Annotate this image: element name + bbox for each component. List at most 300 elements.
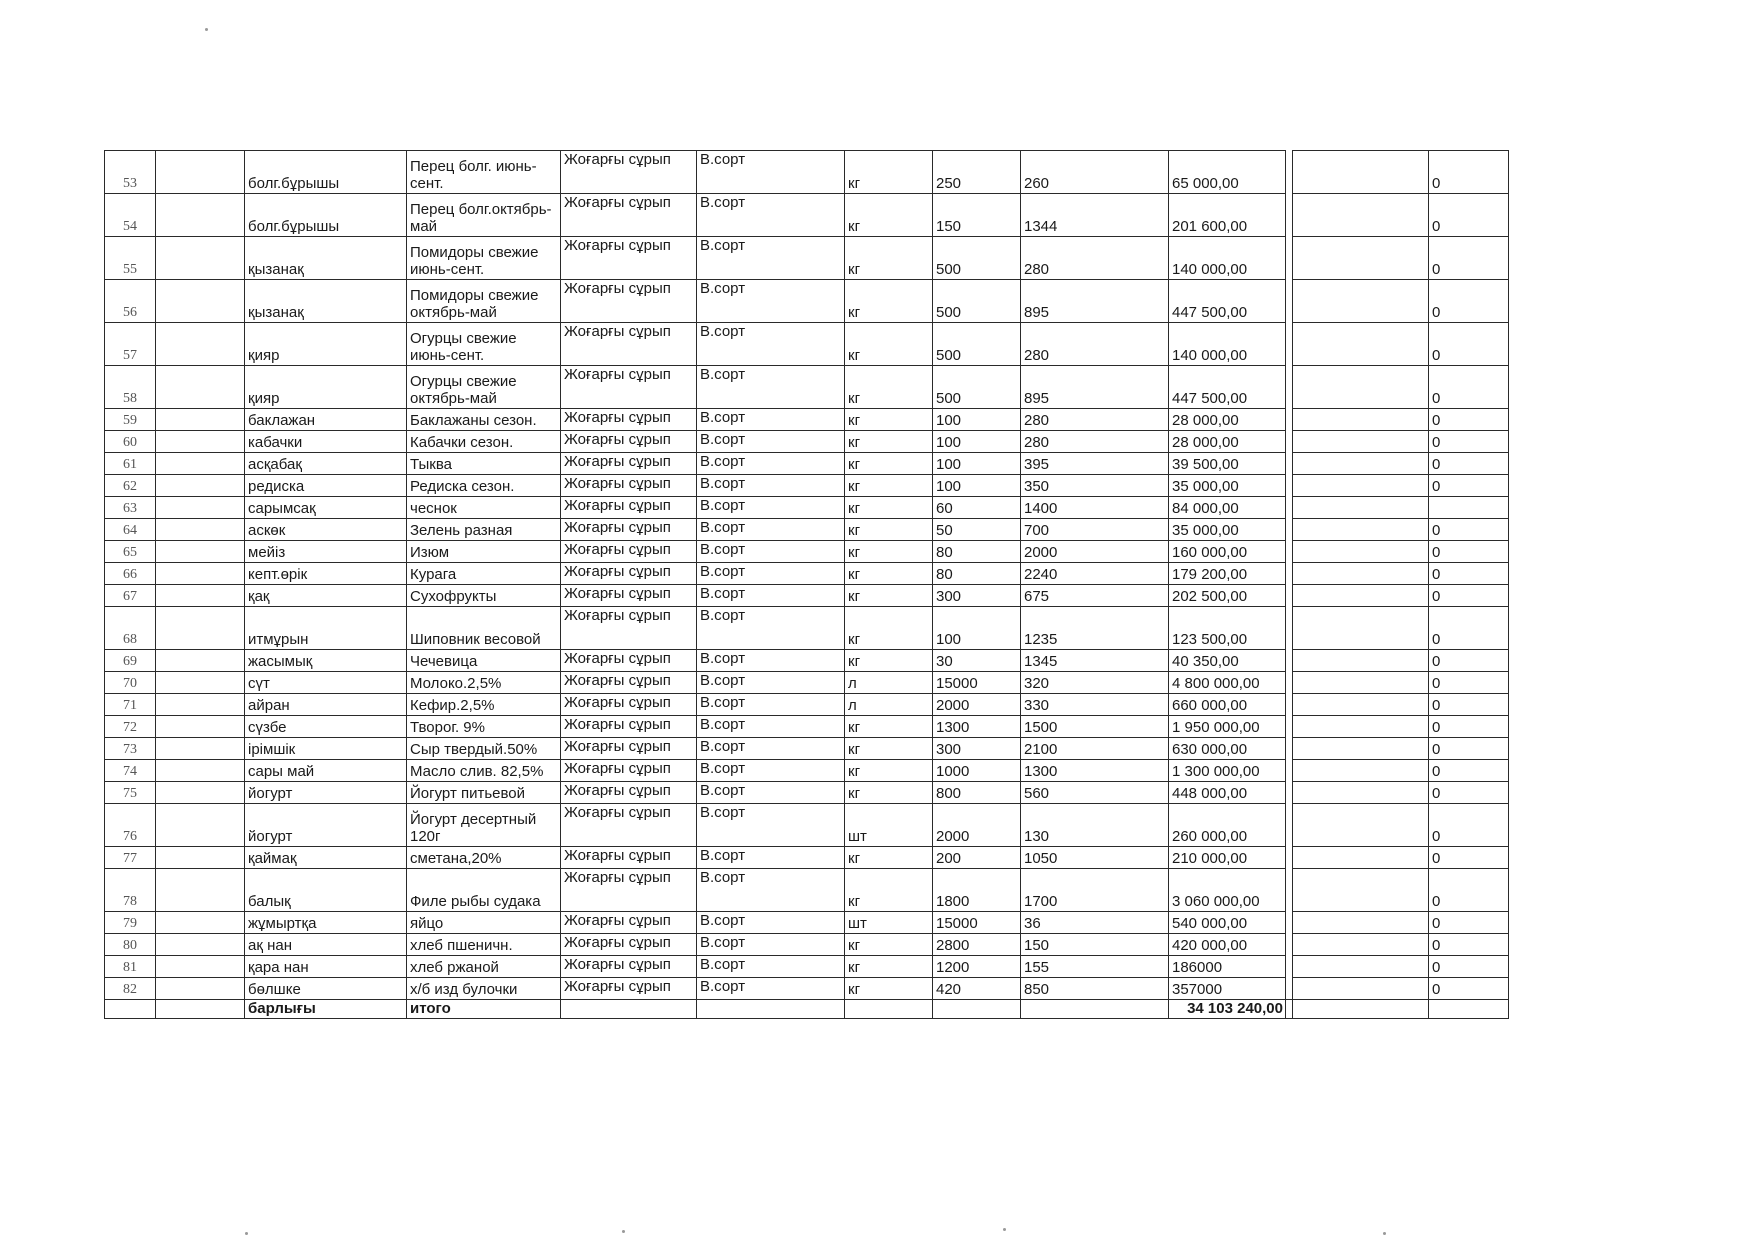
total-label-kz: барлығы xyxy=(245,1000,407,1019)
name-kz: бөлшке xyxy=(245,978,407,1000)
grade-kz: Жоғарғы сұрып xyxy=(561,607,697,650)
grade-kz: Жоғарғы сұрып xyxy=(561,672,697,694)
last-value: 0 xyxy=(1429,409,1509,431)
scan-speck xyxy=(1383,1232,1386,1235)
grade-kz: Жоғарғы сұрып xyxy=(561,194,697,237)
price: 350 xyxy=(1021,475,1169,497)
grade-ru: В.сорт xyxy=(697,453,845,475)
blank-cell xyxy=(156,541,245,563)
name-ru: сметана,20% xyxy=(407,847,561,869)
sum: 540 000,00 xyxy=(1169,912,1286,934)
name-ru: Огурцы свежие июнь-сент. xyxy=(407,323,561,366)
gap-cell xyxy=(1286,431,1293,453)
unit: кг xyxy=(845,431,933,453)
gap-cell xyxy=(1286,650,1293,672)
price: 1344 xyxy=(1021,194,1169,237)
grade-ru: В.сорт xyxy=(697,237,845,280)
blank-cell xyxy=(156,563,245,585)
table-row xyxy=(105,760,1509,782)
grade-kz: Жоғарғы сұрып xyxy=(561,804,697,847)
grade-ru: В.сорт xyxy=(697,366,845,409)
last-value: 0 xyxy=(1429,431,1509,453)
total-gap-cell xyxy=(1286,1000,1293,1019)
table-row xyxy=(105,607,1509,650)
name-ru: Курага xyxy=(407,563,561,585)
table-row xyxy=(105,738,1509,760)
empty-cell xyxy=(1293,194,1429,237)
price: 1235 xyxy=(1021,607,1169,650)
empty-cell xyxy=(1293,782,1429,804)
name-kz: балық xyxy=(245,869,407,912)
gap-cell xyxy=(1286,672,1293,694)
unit: кг xyxy=(845,585,933,607)
quantity: 500 xyxy=(933,280,1021,323)
sum: 40 350,00 xyxy=(1169,650,1286,672)
gap-cell xyxy=(1286,323,1293,366)
sum: 39 500,00 xyxy=(1169,453,1286,475)
empty-cell xyxy=(1293,650,1429,672)
quantity: 420 xyxy=(933,978,1021,1000)
quantity: 300 xyxy=(933,738,1021,760)
sum: 140 000,00 xyxy=(1169,237,1286,280)
empty-cell xyxy=(1293,151,1429,194)
empty-cell xyxy=(1293,869,1429,912)
grade-kz: Жоғарғы сұрып xyxy=(561,323,697,366)
price: 280 xyxy=(1021,323,1169,366)
last-value: 0 xyxy=(1429,237,1509,280)
unit: кг xyxy=(845,782,933,804)
grade-kz: Жоғарғы сұрып xyxy=(561,475,697,497)
grade-ru: В.сорт xyxy=(697,541,845,563)
row-number: 75 xyxy=(105,782,156,804)
last-value: 0 xyxy=(1429,912,1509,934)
blank-cell xyxy=(156,869,245,912)
name-ru: Сыр твердый.50% xyxy=(407,738,561,760)
row-number: 70 xyxy=(105,672,156,694)
name-ru: Перец болг.октябрь-май xyxy=(407,194,561,237)
blank-cell xyxy=(156,237,245,280)
quantity: 15000 xyxy=(933,672,1021,694)
name-kz: кабачки xyxy=(245,431,407,453)
sum: 140 000,00 xyxy=(1169,323,1286,366)
blank-cell xyxy=(156,912,245,934)
row-number: 82 xyxy=(105,978,156,1000)
row-number: 66 xyxy=(105,563,156,585)
name-ru: Чечевица xyxy=(407,650,561,672)
name-kz: қызанақ xyxy=(245,237,407,280)
sum: 123 500,00 xyxy=(1169,607,1286,650)
grade-ru: В.сорт xyxy=(697,672,845,694)
row-number: 58 xyxy=(105,366,156,409)
name-kz: мейіз xyxy=(245,541,407,563)
row-number: 74 xyxy=(105,760,156,782)
grade-ru: В.сорт xyxy=(697,738,845,760)
grade-kz: Жоғарғы сұрып xyxy=(561,650,697,672)
grade-ru: В.сорт xyxy=(697,280,845,323)
unit: кг xyxy=(845,519,933,541)
name-kz: асқабақ xyxy=(245,453,407,475)
last-value: 0 xyxy=(1429,151,1509,194)
name-ru: Тыква xyxy=(407,453,561,475)
quantity: 500 xyxy=(933,237,1021,280)
table-row xyxy=(105,585,1509,607)
total-num-cell xyxy=(105,1000,156,1019)
table-row xyxy=(105,956,1509,978)
gap-cell xyxy=(1286,497,1293,519)
name-kz: йогурт xyxy=(245,782,407,804)
scan-speck xyxy=(205,28,208,31)
blank-cell xyxy=(156,194,245,237)
sum: 660 000,00 xyxy=(1169,694,1286,716)
unit: кг xyxy=(845,956,933,978)
grade-kz: Жоғарғы сұрып xyxy=(561,237,697,280)
sum: 202 500,00 xyxy=(1169,585,1286,607)
price: 280 xyxy=(1021,409,1169,431)
table-row xyxy=(105,978,1509,1000)
table-row xyxy=(105,323,1509,366)
row-number: 57 xyxy=(105,323,156,366)
grade-ru: В.сорт xyxy=(697,694,845,716)
empty-cell xyxy=(1293,956,1429,978)
name-ru: Помидоры свежие июнь-сент. xyxy=(407,237,561,280)
sum: 201 600,00 xyxy=(1169,194,1286,237)
grade-kz: Жоғарғы сұрып xyxy=(561,782,697,804)
name-ru: Изюм xyxy=(407,541,561,563)
unit: кг xyxy=(845,323,933,366)
name-kz: болг.бұрышы xyxy=(245,151,407,194)
row-number: 56 xyxy=(105,280,156,323)
row-number: 64 xyxy=(105,519,156,541)
empty-cell xyxy=(1293,323,1429,366)
grade-ru: В.сорт xyxy=(697,475,845,497)
blank-cell xyxy=(156,760,245,782)
price: 280 xyxy=(1021,237,1169,280)
blank-cell xyxy=(156,431,245,453)
quantity: 15000 xyxy=(933,912,1021,934)
table-row xyxy=(105,912,1509,934)
quantity: 2000 xyxy=(933,804,1021,847)
total-last-cell xyxy=(1429,1000,1509,1019)
grade-kz: Жоғарғы сұрып xyxy=(561,912,697,934)
sum: 3 060 000,00 xyxy=(1169,869,1286,912)
last-value: 0 xyxy=(1429,194,1509,237)
total-label-ru: итого xyxy=(407,1000,561,1019)
name-ru: Помидоры свежие октябрь-май xyxy=(407,280,561,323)
gap-cell xyxy=(1286,453,1293,475)
blank-cell xyxy=(156,366,245,409)
empty-cell xyxy=(1293,541,1429,563)
name-ru: хлеб ржаной xyxy=(407,956,561,978)
name-kz: сүт xyxy=(245,672,407,694)
sum: 447 500,00 xyxy=(1169,280,1286,323)
table-row xyxy=(105,194,1509,237)
table-row xyxy=(105,497,1509,519)
unit: кг xyxy=(845,409,933,431)
grade-kz: Жоғарғы сұрып xyxy=(561,541,697,563)
table-row xyxy=(105,694,1509,716)
gap-cell xyxy=(1286,847,1293,869)
unit: кг xyxy=(845,716,933,738)
blank-cell xyxy=(156,672,245,694)
price: 155 xyxy=(1021,956,1169,978)
name-kz: йогурт xyxy=(245,804,407,847)
gap-cell xyxy=(1286,607,1293,650)
grade-ru: В.сорт xyxy=(697,497,845,519)
price: 130 xyxy=(1021,804,1169,847)
gap-cell xyxy=(1286,978,1293,1000)
last-value: 0 xyxy=(1429,738,1509,760)
sum: 4 800 000,00 xyxy=(1169,672,1286,694)
sum: 357000 xyxy=(1169,978,1286,1000)
empty-cell xyxy=(1293,237,1429,280)
empty-cell xyxy=(1293,519,1429,541)
last-value: 0 xyxy=(1429,519,1509,541)
row-number: 54 xyxy=(105,194,156,237)
table-row xyxy=(105,650,1509,672)
table-row xyxy=(105,151,1509,194)
name-kz: сарымсақ xyxy=(245,497,407,519)
last-value: 0 xyxy=(1429,323,1509,366)
grade-ru: В.сорт xyxy=(697,847,845,869)
blank-cell xyxy=(156,585,245,607)
price: 2100 xyxy=(1021,738,1169,760)
name-ru: хлеб пшеничн. xyxy=(407,934,561,956)
name-ru: Кефир.2,5% xyxy=(407,694,561,716)
blank-cell xyxy=(156,782,245,804)
sum: 210 000,00 xyxy=(1169,847,1286,869)
grade-kz: Жоғарғы сұрып xyxy=(561,694,697,716)
row-number: 77 xyxy=(105,847,156,869)
row-number: 71 xyxy=(105,694,156,716)
last-value: 0 xyxy=(1429,607,1509,650)
name-kz: редиска xyxy=(245,475,407,497)
table-row xyxy=(105,453,1509,475)
quantity: 250 xyxy=(933,151,1021,194)
table-row xyxy=(105,237,1509,280)
blank-cell xyxy=(156,280,245,323)
grade-kz: Жоғарғы сұрып xyxy=(561,280,697,323)
grade-kz: Жоғарғы сұрып xyxy=(561,151,697,194)
grade-kz: Жоғарғы сұрып xyxy=(561,978,697,1000)
name-kz: болг.бұрышы xyxy=(245,194,407,237)
gap-cell xyxy=(1286,869,1293,912)
quantity: 300 xyxy=(933,585,1021,607)
blank-cell xyxy=(156,323,245,366)
unit: кг xyxy=(845,978,933,1000)
row-number: 68 xyxy=(105,607,156,650)
unit: л xyxy=(845,694,933,716)
grade-kz: Жоғарғы сұрып xyxy=(561,760,697,782)
empty-cell xyxy=(1293,716,1429,738)
name-kz: итмұрын xyxy=(245,607,407,650)
total-grade-ru-cell xyxy=(697,1000,845,1019)
grade-ru: В.сорт xyxy=(697,519,845,541)
gap-cell xyxy=(1286,409,1293,431)
unit: кг xyxy=(845,541,933,563)
row-number: 79 xyxy=(105,912,156,934)
empty-cell xyxy=(1293,694,1429,716)
name-ru: Огурцы свежие октябрь-май xyxy=(407,366,561,409)
quantity: 500 xyxy=(933,366,1021,409)
scan-speck xyxy=(245,1232,248,1235)
unit: кг xyxy=(845,497,933,519)
quantity: 2800 xyxy=(933,934,1021,956)
price: 395 xyxy=(1021,453,1169,475)
empty-cell xyxy=(1293,912,1429,934)
grade-ru: В.сорт xyxy=(697,151,845,194)
blank-cell xyxy=(156,956,245,978)
table-row xyxy=(105,804,1509,847)
row-number: 63 xyxy=(105,497,156,519)
name-kz: ақ нан xyxy=(245,934,407,956)
quantity: 100 xyxy=(933,409,1021,431)
unit: кг xyxy=(845,738,933,760)
price: 700 xyxy=(1021,519,1169,541)
name-kz: сүзбе xyxy=(245,716,407,738)
last-value: 0 xyxy=(1429,694,1509,716)
gap-cell xyxy=(1286,194,1293,237)
blank-cell xyxy=(156,694,245,716)
last-value: 0 xyxy=(1429,541,1509,563)
empty-cell xyxy=(1293,280,1429,323)
last-value: 0 xyxy=(1429,366,1509,409)
quantity: 200 xyxy=(933,847,1021,869)
grade-kz: Жоғарғы сұрып xyxy=(561,934,697,956)
grade-ru: В.сорт xyxy=(697,323,845,366)
name-kz: аскөк xyxy=(245,519,407,541)
name-kz: қияр xyxy=(245,323,407,366)
table-row xyxy=(105,431,1509,453)
last-value: 0 xyxy=(1429,475,1509,497)
gap-cell xyxy=(1286,541,1293,563)
quantity: 1800 xyxy=(933,869,1021,912)
name-ru: Перец болг. июнь-сент. xyxy=(407,151,561,194)
name-ru: х/б изд булочки xyxy=(407,978,561,1000)
quantity: 150 xyxy=(933,194,1021,237)
unit: кг xyxy=(845,280,933,323)
total-price-cell xyxy=(1021,1000,1169,1019)
last-value xyxy=(1429,497,1509,519)
grade-kz: Жоғарғы сұрып xyxy=(561,453,697,475)
quantity: 100 xyxy=(933,453,1021,475)
unit: кг xyxy=(845,475,933,497)
gap-cell xyxy=(1286,804,1293,847)
name-kz: ірімшік xyxy=(245,738,407,760)
price: 1345 xyxy=(1021,650,1169,672)
quantity: 80 xyxy=(933,541,1021,563)
name-kz: сары май xyxy=(245,760,407,782)
gap-cell xyxy=(1286,912,1293,934)
blank-cell xyxy=(156,804,245,847)
table-row xyxy=(105,409,1509,431)
scan-speck xyxy=(1003,1228,1006,1231)
unit: кг xyxy=(845,934,933,956)
name-ru: Филе рыбы судака xyxy=(407,869,561,912)
row-number: 67 xyxy=(105,585,156,607)
price: 895 xyxy=(1021,366,1169,409)
grade-kz: Жоғарғы сұрып xyxy=(561,563,697,585)
grade-ru: В.сорт xyxy=(697,585,845,607)
total-grade-kz-cell xyxy=(561,1000,697,1019)
row-number: 55 xyxy=(105,237,156,280)
sum: 179 200,00 xyxy=(1169,563,1286,585)
unit: кг xyxy=(845,607,933,650)
last-value: 0 xyxy=(1429,716,1509,738)
gap-cell xyxy=(1286,280,1293,323)
table-row xyxy=(105,869,1509,912)
quantity: 1300 xyxy=(933,716,1021,738)
unit: кг xyxy=(845,847,933,869)
price: 330 xyxy=(1021,694,1169,716)
price: 675 xyxy=(1021,585,1169,607)
last-value: 0 xyxy=(1429,760,1509,782)
unit: кг xyxy=(845,869,933,912)
row-number: 53 xyxy=(105,151,156,194)
row-number: 62 xyxy=(105,475,156,497)
name-kz: баклажан xyxy=(245,409,407,431)
price: 150 xyxy=(1021,934,1169,956)
name-ru: яйцо xyxy=(407,912,561,934)
row-number: 61 xyxy=(105,453,156,475)
name-ru: чеснок xyxy=(407,497,561,519)
quantity: 1200 xyxy=(933,956,1021,978)
name-kz: қияр xyxy=(245,366,407,409)
grade-ru: В.сорт xyxy=(697,760,845,782)
grade-ru: В.сорт xyxy=(697,782,845,804)
unit: кг xyxy=(845,563,933,585)
empty-cell xyxy=(1293,607,1429,650)
price: 280 xyxy=(1021,431,1169,453)
blank-cell xyxy=(156,650,245,672)
row-number: 72 xyxy=(105,716,156,738)
name-ru: Йогурт десертный 120г xyxy=(407,804,561,847)
empty-cell xyxy=(1293,409,1429,431)
sum: 1 950 000,00 xyxy=(1169,716,1286,738)
gap-cell xyxy=(1286,563,1293,585)
name-ru: Молоко.2,5% xyxy=(407,672,561,694)
blank-cell xyxy=(156,716,245,738)
price: 895 xyxy=(1021,280,1169,323)
quantity: 80 xyxy=(933,563,1021,585)
price: 1500 xyxy=(1021,716,1169,738)
total-blank-cell xyxy=(156,1000,245,1019)
gap-cell xyxy=(1286,694,1293,716)
table-row xyxy=(105,541,1509,563)
price: 2240 xyxy=(1021,563,1169,585)
row-number: 73 xyxy=(105,738,156,760)
empty-cell xyxy=(1293,978,1429,1000)
price: 1300 xyxy=(1021,760,1169,782)
blank-cell xyxy=(156,519,245,541)
empty-cell xyxy=(1293,847,1429,869)
quantity: 50 xyxy=(933,519,1021,541)
name-kz: қақ xyxy=(245,585,407,607)
row-number: 81 xyxy=(105,956,156,978)
sum: 260 000,00 xyxy=(1169,804,1286,847)
name-ru: Зелень разная xyxy=(407,519,561,541)
last-value: 0 xyxy=(1429,847,1509,869)
row-number: 65 xyxy=(105,541,156,563)
table-row xyxy=(105,847,1509,869)
total-empty-cell xyxy=(1293,1000,1429,1019)
grade-kz: Жоғарғы сұрып xyxy=(561,409,697,431)
gap-cell xyxy=(1286,366,1293,409)
sum: 630 000,00 xyxy=(1169,738,1286,760)
grade-ru: В.сорт xyxy=(697,804,845,847)
blank-cell xyxy=(156,978,245,1000)
blank-cell xyxy=(156,497,245,519)
gap-cell xyxy=(1286,475,1293,497)
